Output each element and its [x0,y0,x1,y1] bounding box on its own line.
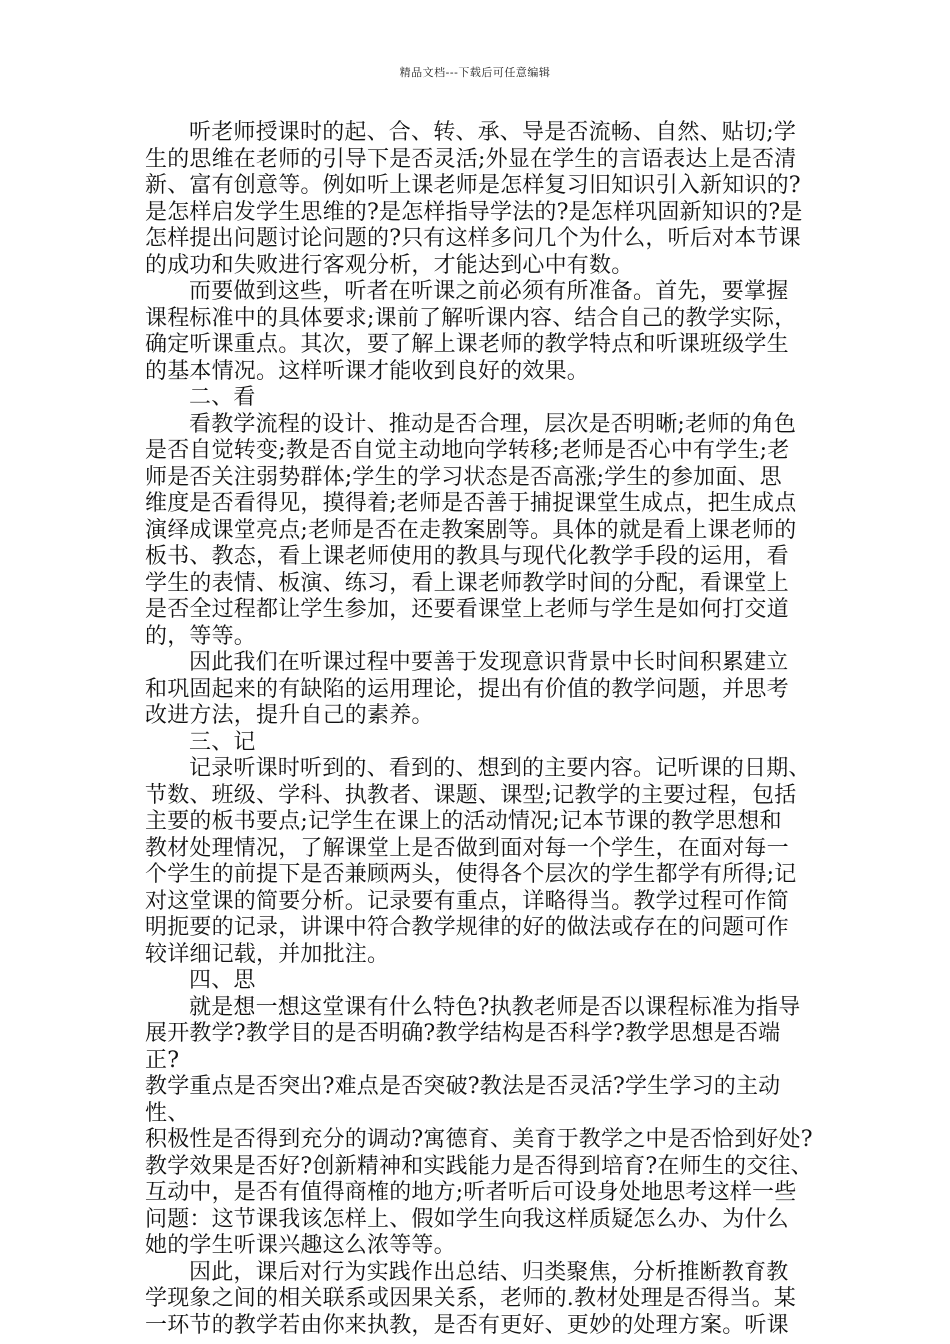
text-line: 确定听课重点。其次，要了解上课老师的教学特点和听课班级学生 [145,332,789,357]
text-line: 师是否关注弱势群体;学生的学习状态是否高涨;学生的参加面、思 [145,464,782,490]
section-heading [145,968,813,995]
text-line: 是怎样启发学生思维的?是怎样指导学法的?是怎样巩固新知识的?是 [145,199,803,225]
paragraph [145,120,813,279]
text-line: 二、看 [189,385,256,410]
paragraph [145,279,813,385]
text-line: 明扼要的记录，讲课中符合教学规律的好的做法或存在的问题可作 [145,915,789,940]
text-line: 教学重点是否突出?难点是否突破?教法是否灵活?学生学习的主动性、 [145,1074,781,1126]
text-line: 节数、班级、学科、执教者、课题、课型;记教学的主要过程，包括 [145,782,797,808]
text-line: 主要的板书要点;记学生在课上的活动情况;记本节课的教学思想和 [145,809,782,834]
text-line: 因此，课后对行为实践作出总结、归类聚焦，分析推断教育教 [189,1259,789,1285]
section-heading [145,385,813,412]
page-header: 精品文档---下载后可任意编辑 [399,66,551,79]
text-line: 是否全过程都让学生参加，还要看课堂上老师与学生是如何打交道 [145,597,789,622]
text-line: 就是想一想这堂课有什么特色?执教老师是否以课程标准为指导 [189,994,801,1020]
text-line: 课程标准中的具体要求;课前了解听课内容、结合自己的教学实际， [145,305,797,331]
text-line: 教材处理情况，了解课堂上是否做到面对每一个学生，在面对每一 [145,835,789,861]
text-line: 的，等等。 [145,623,257,649]
text-line: 生的思维在老师的引导下是否灵活;外显在学生的言语表达上是否清 [145,146,797,172]
text-line: 的成功和失败进行客观分析，才能达到心中有数。 [145,252,634,278]
text-line: 互动中，是否有值得商榷的地方;听者听后可设身处地思考这样一些 [145,1180,797,1205]
text-line: 板书、教态，看上课老师使用的教具与现代化教学手段的运用，看 [145,544,789,569]
text-line: 三、记 [189,729,256,755]
text-line: 是否自觉转变;教是否自觉主动地向学转移;老师是否心中有学生;老 [145,438,790,463]
text-line: 怎样提出问题讨论问题的?只有这样多问几个为什么，听后对本节课 [145,226,801,251]
text-line: 演绎成课堂亮点;老师是否在走教案剧等。具体的就是看上课老师的 [145,517,797,543]
text-line: 教学效果是否好?创新精神和实践能力是否得到培育?在师生的交往、 [145,1153,813,1179]
text-line: 维度是否看得见，摸得着;老师是否善于捕捉课堂生成点，把生成点 [145,491,797,516]
text-line: 和巩固起来的有缺陷的运用理论，提出有价值的教学问题，并思考 [145,676,789,702]
document-body [145,120,813,1339]
paragraph [145,412,813,651]
text-line: 看教学流程的设计、推动是否合理，层次是否明晰;老师的角色 [189,411,797,437]
text-line: 因此我们在听课过程中要善于发现意识背景中长时间积累建立 [189,650,789,675]
text-line: 对这堂课的简要分析。记录要有重点，详略得当。教学过程可作简 [145,888,789,914]
paragraph [145,650,813,730]
text-line: 她的学生听课兴趣这么浓等等。 [145,1233,456,1258]
text-line: 积极性是否得到充分的调动?寓德育、美育于教学之中是否恰到好处? [145,1127,813,1152]
text-line: 四、思 [189,968,256,993]
text-line: 展开教学?教学目的是否明确?教学结构是否科学?教学思想是否端正? [145,1021,781,1073]
text-line: 较详细记载，并加批注。 [145,941,390,967]
text-line: 记录听课时听到的、看到的、想到的主要内容。记听课的日期、 [189,756,811,781]
text-line: 改进方法，提升自己的素养。 [145,703,434,728]
text-line: 而要做到这些，听者在听课之前必须有所准备。首先，要掌握 [189,279,789,304]
text-line: 一环节的教学若由你来执教，是否有更好、更妙的处理方案。听课 [145,1312,789,1338]
text-line: 新、富有创意等。例如听上课老师是怎样复习旧知识引入新知识的? [145,173,801,198]
paragraph [145,995,813,1260]
text-line: 的基本情况。这样听课才能收到良好的效果。 [145,358,590,384]
section-heading [145,730,813,757]
paragraph [145,1260,813,1340]
text-line: 学生的表情、板演、练习，看上课老师教学时间的分配，看课堂上 [145,570,789,596]
text-line: 个学生的前提下是否兼顾两头，使得各个层次的学生都学有所得;记 [145,862,797,887]
text-line: 问题：这节课我该怎样上、假如学生向我这样质疑怎么办、为什么 [145,1206,789,1232]
text-line: 听老师授课时的起、合、转、承、导是否流畅、自然、贴切;学 [189,120,797,145]
paragraph [145,756,813,968]
text-line: 学现象之间的相关联系或因果关系，老师的.教材处理是否得当。某 [145,1286,796,1311]
